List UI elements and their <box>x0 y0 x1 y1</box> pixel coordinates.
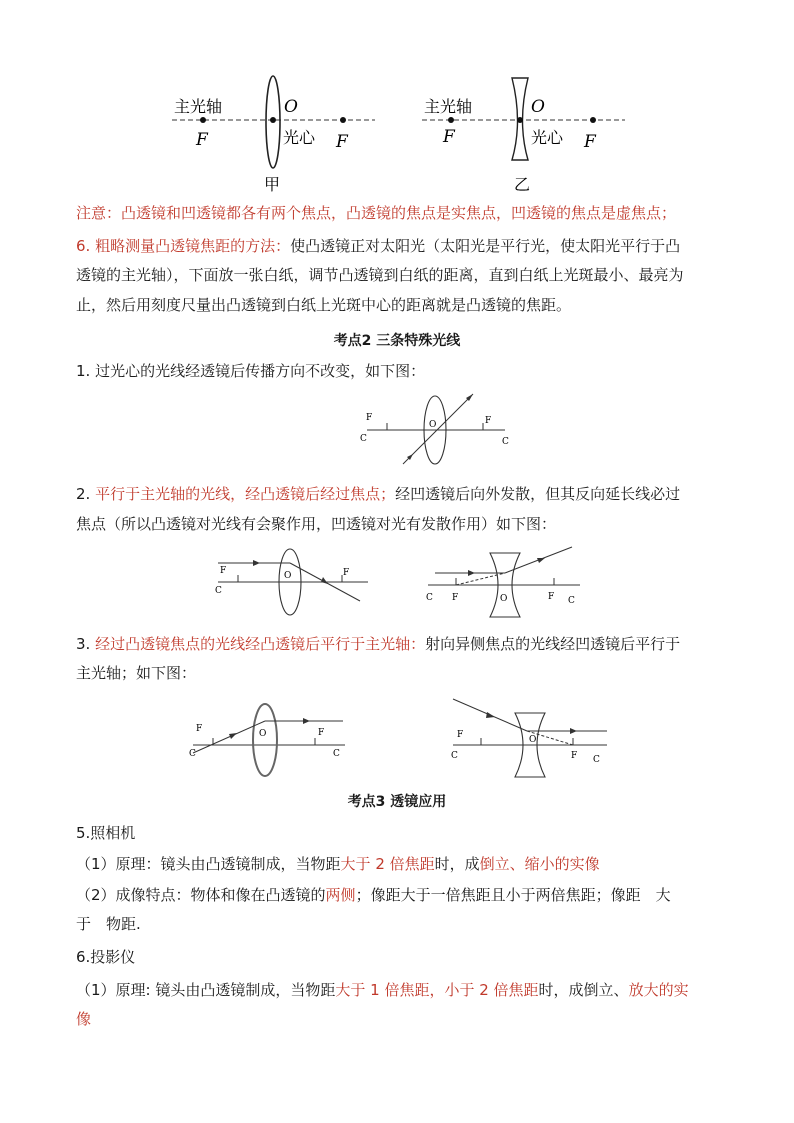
fig-convex-focus-ray <box>185 700 350 780</box>
axis-label: 主光轴 <box>424 97 473 116</box>
caption-jia: 甲 <box>264 175 281 194</box>
s5-l2a: （2）成像特点：物体和像在凸透镜的 <box>76 886 326 904</box>
f-label: F <box>452 593 459 603</box>
c-label: C <box>333 749 340 759</box>
heading-kaodian3: 考点3 透镜应用 <box>347 794 447 810</box>
s5-l2c: ；像距大于一倍焦距且小于两倍焦距；像距 大 <box>355 886 671 904</box>
note-line: 注意：凸透镜和凹透镜都各有两个焦点，凸透镜的焦点是实焦点，凹透镜的焦点是虚焦点； <box>76 204 677 222</box>
fig-center-ray <box>355 390 525 472</box>
ray <box>403 394 473 464</box>
f-label: F <box>485 416 492 426</box>
arrow-icon <box>303 718 310 724</box>
focus-point <box>200 117 206 123</box>
c-label: C <box>451 751 458 761</box>
f-label: F <box>343 568 350 578</box>
p6-line1 <box>76 233 680 260</box>
s6-l1d: 放大的实 <box>628 981 689 999</box>
arrow-icon <box>537 558 545 563</box>
r2-rest: 经凹透镜后向外发散，但其反向延长线必过 <box>395 485 681 503</box>
fig-concave-parallel <box>420 545 585 620</box>
arrow-icon <box>468 570 475 576</box>
r3-line2: 主光轴；如下图： <box>76 664 197 682</box>
fig-concave-focus-ray <box>445 695 610 780</box>
s6-l1a: （1）原理: 镜头由凸透镜制成，当物距 <box>76 981 336 999</box>
f-label: F <box>457 730 464 740</box>
s5-l1a: （1）原理：镜头由凸透镜制成，当物距 <box>76 855 341 873</box>
f-label: F <box>196 130 208 150</box>
s5-l1b: 大于 2 倍焦距 <box>340 855 435 873</box>
c-label: C <box>568 596 575 606</box>
o-label: O <box>500 594 508 604</box>
r3-red: 经过凸透镜焦点的光线经凸透镜后平行于主光轴： <box>95 635 426 653</box>
s5-l1c: 时，成 <box>434 855 480 873</box>
r2-red: 平行于主光轴的光线，经凸透镜后经过焦点； <box>95 485 396 503</box>
o-label: O <box>429 420 437 430</box>
focus-point <box>340 117 346 123</box>
p6-line3: 止，然后用刻度尺量出凸透镜到白纸上光斑中心的距离就是凸透镜的焦距。 <box>76 296 572 314</box>
focus-point <box>590 117 596 123</box>
s5-line1 <box>76 851 600 878</box>
s5-l2b: 两侧 <box>325 886 356 904</box>
f-label: F <box>571 751 578 761</box>
arrow-icon <box>253 560 260 566</box>
convex-lens <box>253 704 277 776</box>
f-label: F <box>548 592 555 602</box>
c-label: C <box>593 755 600 765</box>
focus-point <box>448 117 454 123</box>
c-label: C <box>360 434 367 444</box>
r3-num: 3. <box>76 635 96 653</box>
r2-num: 2. <box>76 485 96 503</box>
lens-focus-diagram <box>160 70 640 195</box>
r3-rest: 射向异侧焦点的光线经凹透镜后平行于 <box>425 635 681 653</box>
arrow-icon <box>321 577 328 584</box>
f-label: F <box>336 132 348 152</box>
s5-title: 5.照相机 <box>76 824 136 842</box>
f-label: F <box>584 132 596 152</box>
p6-lead: 6. 粗略测量凸透镜焦距的方法： <box>76 237 291 255</box>
s6-title: 6.投影仪 <box>76 948 136 966</box>
s5-l1d: 倒立、缩小的实像 <box>479 855 600 873</box>
f-label: F <box>220 566 227 576</box>
s6-l1b: 大于 1 倍焦距，小于 2 倍焦距 <box>335 981 539 999</box>
center-label: 光心 <box>531 128 564 147</box>
heading-kaodian2: 考点2 三条特殊光线 <box>333 333 461 349</box>
r3-line1 <box>76 631 680 658</box>
caption-yi: 乙 <box>514 175 531 194</box>
f-label: F <box>318 728 325 738</box>
o-label: O <box>531 97 545 117</box>
p6-text: 使凸透镜正对太阳光（太阳光是平行光，使太阳光平行于凸 <box>290 237 681 255</box>
f-label: F <box>196 724 203 734</box>
arrow-icon <box>486 712 495 718</box>
r1-line1: 1. 过光心的光线经透镜后传播方向不改变，如下图： <box>76 362 426 380</box>
f-label: F <box>366 413 373 423</box>
center-label: 光心 <box>283 128 316 147</box>
o-label: O <box>284 571 292 581</box>
optical-center-point <box>517 117 523 123</box>
f-label: F <box>443 127 455 147</box>
o-label: O <box>529 735 537 745</box>
s5-line2 <box>76 882 671 909</box>
c-label: C <box>189 749 196 759</box>
o-label: O <box>259 729 267 739</box>
r2-line1 <box>76 481 680 508</box>
p6-line2: 透镜的主光轴），下面放一张白纸，调节凸透镜到白纸的距离，直到白纸上光斑最小、最亮为 <box>76 266 684 284</box>
s6-line2: 像 <box>76 1010 92 1028</box>
c-label: C <box>215 586 222 596</box>
s6-l1c: 时，成倒立、 <box>538 981 629 999</box>
o-label: O <box>284 97 298 117</box>
arrow-icon <box>229 733 237 739</box>
r2-line2: 焦点（所以凸透镜对光线有会聚作用，凹透镜对光有发散作用）如下图： <box>76 515 557 533</box>
s5-line3: 于 物距. <box>76 915 141 933</box>
s6-line1 <box>76 977 689 1004</box>
optical-center-point <box>270 117 276 123</box>
c-label: C <box>426 593 433 603</box>
axis-label: 主光轴 <box>174 97 223 116</box>
fig-convex-parallel <box>210 545 370 620</box>
arrow-icon <box>570 728 577 734</box>
c-label: C <box>502 437 509 447</box>
